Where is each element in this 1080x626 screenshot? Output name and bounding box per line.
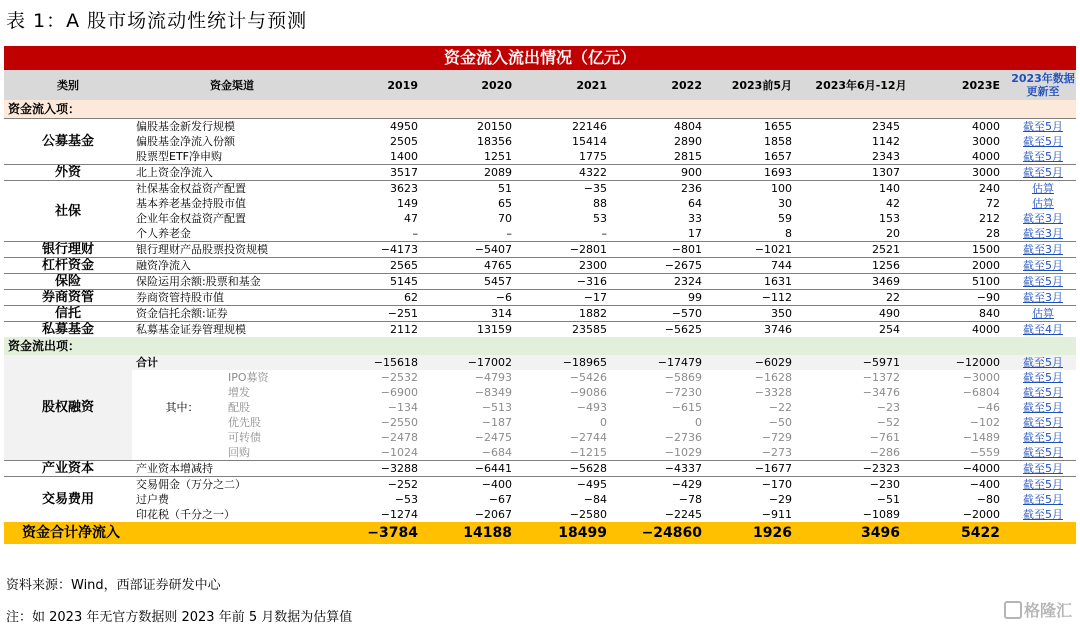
table-row bbox=[4, 119, 1076, 135]
row-value: 2815 bbox=[674, 150, 702, 163]
row-value: −23 bbox=[876, 401, 900, 414]
row-value: −5971 bbox=[802, 355, 920, 370]
row-value: −187 bbox=[481, 416, 512, 429]
row-value: 3746 bbox=[712, 322, 802, 338]
row-value: −5628 bbox=[522, 461, 617, 477]
table-band-title: 资金流入流出情况（亿元） bbox=[4, 46, 1076, 70]
total-row bbox=[4, 522, 1076, 544]
row-value: −252 bbox=[332, 477, 428, 493]
source-note: 资料来源：Wind，西部证券研发中心 bbox=[6, 578, 221, 593]
row-update-link[interactable]: 截至5月 bbox=[1010, 477, 1076, 493]
row-category: 产业资本 bbox=[4, 461, 132, 477]
row-category: 交易费用 bbox=[4, 477, 132, 523]
row-value: −570 bbox=[617, 306, 712, 322]
row-value: −1628 bbox=[754, 371, 792, 384]
row-value: 1655 bbox=[712, 119, 802, 135]
row-value: −2067 bbox=[474, 508, 512, 521]
row-value: 1307 bbox=[802, 165, 920, 181]
watermark-logo: 格隆汇 bbox=[1004, 598, 1072, 621]
row-value: – bbox=[601, 227, 607, 240]
row-channel: 券商资管持股市值 bbox=[132, 290, 332, 306]
table-row bbox=[4, 226, 1076, 242]
row-value: 1858 bbox=[764, 135, 792, 148]
header-row bbox=[4, 70, 1076, 100]
row-value: 72 bbox=[986, 197, 1000, 210]
row-value: 153 bbox=[879, 212, 900, 225]
row-value: −22 bbox=[768, 401, 792, 414]
row-value: −286 bbox=[869, 446, 900, 459]
row-value: −6804 bbox=[962, 386, 1000, 399]
row-value: −400 bbox=[428, 477, 522, 493]
row-value: 840 bbox=[920, 306, 1010, 322]
row-value: −911 bbox=[761, 508, 792, 521]
row-value: 3517 bbox=[332, 165, 428, 181]
row-category: 保险 bbox=[4, 274, 132, 290]
header-2023-jun-dec: 2023年6月-12月 bbox=[802, 70, 920, 100]
row-value: 23585 bbox=[522, 322, 617, 338]
total-value: 5422 bbox=[920, 522, 1010, 544]
row-value: −2478 bbox=[380, 431, 418, 444]
row-value: 1631 bbox=[712, 274, 802, 290]
row-update-link[interactable]: 截至5月 bbox=[1010, 274, 1076, 290]
row-channel: 交易佣金（万分之二） bbox=[132, 477, 332, 493]
row-update-link[interactable]: 截至5月 bbox=[1010, 461, 1076, 477]
row-value: −4000 bbox=[920, 461, 1010, 477]
row-value: −429 bbox=[617, 477, 712, 493]
row-update-link[interactable]: 截至5月 bbox=[1010, 355, 1076, 370]
row-value: −35 bbox=[522, 181, 617, 197]
row-update-link[interactable]: 截至5月 bbox=[1023, 446, 1063, 459]
row-channel: 融资净流入 bbox=[132, 258, 332, 274]
row-value: −6441 bbox=[428, 461, 522, 477]
row-update-link[interactable]: 截至5月 bbox=[1010, 119, 1076, 135]
row-value: 70 bbox=[498, 212, 512, 225]
row-value: 2300 bbox=[522, 258, 617, 274]
row-update-link[interactable]: 截至5月 bbox=[1023, 493, 1063, 506]
row-channel: 基本养老基金持股市值 bbox=[136, 197, 246, 210]
row-channel: 过户费 bbox=[136, 493, 169, 506]
table-row bbox=[4, 211, 1076, 226]
row-value: 2324 bbox=[617, 274, 712, 290]
row-value: 47 bbox=[404, 212, 418, 225]
row-value: −18965 bbox=[522, 355, 617, 370]
row-value: 1400 bbox=[390, 150, 418, 163]
table-row bbox=[4, 181, 1076, 197]
row-value: −1274 bbox=[380, 508, 418, 521]
row-update-link[interactable]: 截至3月 bbox=[1010, 290, 1076, 306]
row-channel: 企业年金权益资产配置 bbox=[136, 212, 246, 225]
row-value: 900 bbox=[617, 165, 712, 181]
header-channel: 资金渠道 bbox=[132, 70, 332, 100]
row-value: −1489 bbox=[962, 431, 1000, 444]
row-value: 3000 bbox=[920, 165, 1010, 181]
row-value: −78 bbox=[678, 493, 702, 506]
row-value: 149 bbox=[397, 197, 418, 210]
row-value: −6029 bbox=[712, 355, 802, 370]
header-category: 类别 bbox=[4, 70, 132, 100]
row-value: −80 bbox=[976, 493, 1000, 506]
row-value: −102 bbox=[969, 416, 1000, 429]
row-value: 744 bbox=[712, 258, 802, 274]
row-value: −3000 bbox=[962, 371, 1000, 384]
row-value: −493 bbox=[576, 401, 607, 414]
row-value: −2000 bbox=[962, 508, 1000, 521]
row-update-link[interactable]: 估算 bbox=[1010, 306, 1076, 322]
row-channel: IPO募资 bbox=[228, 371, 269, 384]
row-value: 3623 bbox=[332, 181, 428, 197]
row-value: 2089 bbox=[428, 165, 522, 181]
row-category: 券商资管 bbox=[4, 290, 132, 306]
row-value: −251 bbox=[332, 306, 428, 322]
table-row bbox=[4, 370, 1076, 385]
row-value: −51 bbox=[876, 493, 900, 506]
row-value: 22 bbox=[802, 290, 920, 306]
row-value: −7230 bbox=[664, 386, 702, 399]
table-row bbox=[4, 290, 1076, 306]
row-value: −170 bbox=[712, 477, 802, 493]
row-value: −3476 bbox=[862, 386, 900, 399]
row-channel-text: 配股 bbox=[228, 401, 250, 414]
row-value: 254 bbox=[802, 322, 920, 338]
row-value: −1677 bbox=[712, 461, 802, 477]
logo-icon bbox=[1004, 601, 1022, 619]
row-value: −2580 bbox=[569, 508, 607, 521]
row-value: 1142 bbox=[872, 135, 900, 148]
table-row bbox=[4, 355, 1076, 370]
row-update-link[interactable]: 截至5月 bbox=[1023, 508, 1063, 521]
table-row bbox=[4, 415, 1076, 430]
row-value: 1500 bbox=[920, 242, 1010, 258]
total-value: 3496 bbox=[802, 522, 920, 544]
row-value: 18356 bbox=[477, 135, 512, 148]
table-row bbox=[4, 400, 1076, 415]
row-value: −3288 bbox=[332, 461, 428, 477]
row-value: 212 bbox=[979, 212, 1000, 225]
row-value: −4793 bbox=[474, 371, 512, 384]
row-value: −400 bbox=[920, 477, 1010, 493]
row-value: −1021 bbox=[712, 242, 802, 258]
row-update-link[interactable]: 截至5月 bbox=[1023, 386, 1063, 399]
row-channel: 可转债 bbox=[228, 431, 261, 444]
row-value: 33 bbox=[688, 212, 702, 225]
row-channel: 资金信托余额:证券 bbox=[132, 306, 332, 322]
row-value: 99 bbox=[617, 290, 712, 306]
row-value: −6 bbox=[428, 290, 522, 306]
table-row bbox=[4, 477, 1076, 493]
row-value: 1256 bbox=[802, 258, 920, 274]
row-value: 2565 bbox=[332, 258, 428, 274]
total-value: −3784 bbox=[332, 522, 428, 544]
row-update-link[interactable]: 截至5月 bbox=[1023, 416, 1063, 429]
table-row bbox=[4, 149, 1076, 165]
table-row bbox=[4, 322, 1076, 338]
row-value: 64 bbox=[688, 197, 702, 210]
table-row bbox=[4, 430, 1076, 445]
row-value: 5457 bbox=[428, 274, 522, 290]
row-value: −684 bbox=[481, 446, 512, 459]
header-2023-first5: 2023前5月 bbox=[712, 70, 802, 100]
row-channel: 个人养老金 bbox=[136, 227, 191, 240]
row-value: 490 bbox=[802, 306, 920, 322]
row-value: 1657 bbox=[764, 150, 792, 163]
row-value: −5426 bbox=[569, 371, 607, 384]
row-value: 4000 bbox=[920, 119, 1010, 135]
row-value: −316 bbox=[522, 274, 617, 290]
row-update-link[interactable]: 估算 bbox=[1032, 197, 1054, 210]
table-row bbox=[4, 242, 1076, 258]
row-value: 3469 bbox=[802, 274, 920, 290]
row-value: −46 bbox=[976, 401, 1000, 414]
row-value: 20150 bbox=[428, 119, 522, 135]
row-value: 1882 bbox=[522, 306, 617, 322]
table-row bbox=[4, 196, 1076, 211]
row-value: 62 bbox=[332, 290, 428, 306]
header-2019: 2019 bbox=[332, 70, 428, 100]
row-value: −4173 bbox=[332, 242, 428, 258]
liquidity-table bbox=[4, 70, 1076, 544]
row-value: 350 bbox=[712, 306, 802, 322]
row-value: −15618 bbox=[332, 355, 428, 370]
row-category: 杠杆资金 bbox=[4, 258, 132, 274]
row-channel: 股票型ETF净申购 bbox=[136, 150, 222, 163]
table-row bbox=[4, 134, 1076, 149]
row-value: −9086 bbox=[569, 386, 607, 399]
row-channel: 北上资金净流入 bbox=[132, 165, 332, 181]
row-update-link[interactable]: 截至5月 bbox=[1023, 371, 1063, 384]
row-value: 30 bbox=[778, 197, 792, 210]
row-channel: 印花税（千分之一） bbox=[136, 508, 235, 521]
row-value: 28 bbox=[986, 227, 1000, 240]
row-value: −495 bbox=[522, 477, 617, 493]
row-value: 5145 bbox=[332, 274, 428, 290]
header-2021: 2021 bbox=[522, 70, 617, 100]
row-channel: 社保基金权益资产配置 bbox=[132, 181, 332, 197]
row-category: 股权融资 bbox=[4, 355, 132, 461]
row-update-link[interactable]: 截至3月 bbox=[1010, 242, 1076, 258]
row-channel: 回购 bbox=[228, 446, 250, 459]
total-value: 18499 bbox=[522, 522, 617, 544]
row-category: 银行理财 bbox=[4, 242, 132, 258]
row-value: −1215 bbox=[569, 446, 607, 459]
row-channel: 偏股基金新发行规模 bbox=[132, 119, 332, 135]
liquidity-table-container bbox=[4, 46, 1076, 544]
row-value: 2000 bbox=[920, 258, 1010, 274]
row-channel: 私募基金证券管理规模 bbox=[132, 322, 332, 338]
row-update-link[interactable]: 截至5月 bbox=[1010, 165, 1076, 181]
row-value: −2736 bbox=[664, 431, 702, 444]
row-value: 2521 bbox=[802, 242, 920, 258]
table-row bbox=[4, 258, 1076, 274]
row-value: 2505 bbox=[390, 135, 418, 148]
table-row bbox=[4, 507, 1076, 522]
row-category: 社保 bbox=[4, 181, 132, 242]
row-value: 17 bbox=[688, 227, 702, 240]
row-value: −17002 bbox=[428, 355, 522, 370]
row-value: −761 bbox=[869, 431, 900, 444]
header-2020: 2020 bbox=[428, 70, 522, 100]
row-value: 0 bbox=[695, 416, 702, 429]
row-value: 140 bbox=[802, 181, 920, 197]
row-update-link[interactable]: 截至5月 bbox=[1023, 431, 1063, 444]
row-value: 0 bbox=[600, 416, 607, 429]
row-value: – bbox=[506, 227, 512, 240]
row-channel: 增发 bbox=[228, 386, 250, 399]
row-value: 15414 bbox=[572, 135, 607, 148]
table-row bbox=[4, 274, 1076, 290]
row-value: −729 bbox=[761, 431, 792, 444]
row-category: 公募基金 bbox=[4, 119, 132, 165]
row-value: 4765 bbox=[428, 258, 522, 274]
table-row bbox=[4, 306, 1076, 322]
header-2022: 2022 bbox=[617, 70, 712, 100]
row-update-link[interactable]: 截至5月 bbox=[1023, 150, 1063, 163]
total-value: 1926 bbox=[712, 522, 802, 544]
row-value: −559 bbox=[969, 446, 1000, 459]
row-value: −53 bbox=[394, 493, 418, 506]
row-value: −2744 bbox=[569, 431, 607, 444]
row-value: 2343 bbox=[872, 150, 900, 163]
row-value: −2323 bbox=[802, 461, 920, 477]
header-update: 2023年数据更新至 bbox=[1011, 72, 1075, 98]
row-value: 4950 bbox=[332, 119, 428, 135]
row-update-link[interactable]: 截至3月 bbox=[1023, 212, 1063, 225]
row-value: 42 bbox=[886, 197, 900, 210]
row-value: 2345 bbox=[802, 119, 920, 135]
row-value: 59 bbox=[778, 212, 792, 225]
row-value: −8349 bbox=[474, 386, 512, 399]
row-value: −17479 bbox=[617, 355, 712, 370]
row-value: 100 bbox=[712, 181, 802, 197]
row-category: 私募基金 bbox=[4, 322, 132, 338]
row-value: 5100 bbox=[920, 274, 1010, 290]
header-2023e: 2023E bbox=[920, 70, 1010, 100]
row-value: −1372 bbox=[862, 371, 900, 384]
row-category: 信托 bbox=[4, 306, 132, 322]
row-value: −29 bbox=[768, 493, 792, 506]
row-value: −5407 bbox=[428, 242, 522, 258]
qizhong-label: 其中： bbox=[165, 401, 199, 414]
row-value: −3328 bbox=[754, 386, 792, 399]
row-category: 外资 bbox=[4, 165, 132, 181]
row-value: −5625 bbox=[617, 322, 712, 338]
row-update-link[interactable]: 截至4月 bbox=[1010, 322, 1076, 338]
row-channel: 优先股 bbox=[228, 416, 261, 429]
row-channel: 保险运用余额:股票和基金 bbox=[132, 274, 332, 290]
table-row bbox=[4, 445, 1076, 461]
section-inflow: 资金流入项： bbox=[4, 100, 1076, 119]
footnote: 注：如 2023 年无官方数据则 2023 年前 5 月数据为估算值 bbox=[6, 610, 353, 625]
row-value: – bbox=[412, 227, 418, 240]
row-update-link[interactable]: 估算 bbox=[1010, 181, 1076, 197]
row-value: −1024 bbox=[380, 446, 418, 459]
row-value: −1029 bbox=[664, 446, 702, 459]
row-value: −801 bbox=[617, 242, 712, 258]
table-row bbox=[4, 461, 1076, 477]
total-value: 14188 bbox=[428, 522, 522, 544]
row-value: −1089 bbox=[862, 508, 900, 521]
row-value: 2112 bbox=[332, 322, 428, 338]
row-value: 4322 bbox=[522, 165, 617, 181]
row-value: 1251 bbox=[484, 150, 512, 163]
row-value: −2801 bbox=[522, 242, 617, 258]
row-value: 1775 bbox=[579, 150, 607, 163]
total-label: 资金合计净流入 bbox=[4, 522, 332, 544]
total-value: −24860 bbox=[617, 522, 712, 544]
row-value: −6900 bbox=[380, 386, 418, 399]
total-empty bbox=[1010, 522, 1076, 544]
row-value: −90 bbox=[920, 290, 1010, 306]
row-update-link[interactable]: 截至5月 bbox=[1023, 135, 1063, 148]
row-value: −17 bbox=[522, 290, 617, 306]
row-channel: 合计 bbox=[132, 355, 332, 370]
row-update-link[interactable]: 截至5月 bbox=[1010, 258, 1076, 274]
row-channel: 银行理财产品股票投资规模 bbox=[132, 242, 332, 258]
row-value: 20 bbox=[886, 227, 900, 240]
row-value: 4804 bbox=[617, 119, 712, 135]
row-value: −4337 bbox=[617, 461, 712, 477]
row-value: −2550 bbox=[380, 416, 418, 429]
row-value: −134 bbox=[387, 401, 418, 414]
table-title: 表 1：A 股市场流动性统计与预测 bbox=[6, 10, 308, 32]
table-body bbox=[4, 100, 1076, 544]
row-value: −513 bbox=[481, 401, 512, 414]
row-update-link[interactable]: 截至5月 bbox=[1023, 401, 1063, 414]
row-value: −2532 bbox=[380, 371, 418, 384]
row-value: −230 bbox=[802, 477, 920, 493]
row-value: 22146 bbox=[522, 119, 617, 135]
row-value: −112 bbox=[712, 290, 802, 306]
row-value: 51 bbox=[428, 181, 522, 197]
row-value: 240 bbox=[920, 181, 1010, 197]
table-row bbox=[4, 492, 1076, 507]
table-row bbox=[4, 385, 1076, 400]
row-channel bbox=[132, 400, 332, 415]
row-value: −615 bbox=[671, 401, 702, 414]
row-value: −52 bbox=[876, 416, 900, 429]
row-value: 8 bbox=[785, 227, 792, 240]
row-channel: 产业资本增减持 bbox=[132, 461, 332, 477]
row-value: −2675 bbox=[617, 258, 712, 274]
table-row bbox=[4, 165, 1076, 181]
section-outflow: 资金流出项： bbox=[4, 337, 1076, 355]
row-value: 3000 bbox=[972, 135, 1000, 148]
row-value: 4000 bbox=[972, 150, 1000, 163]
row-update-link[interactable]: 截至3月 bbox=[1023, 227, 1063, 240]
row-value: −2475 bbox=[474, 431, 512, 444]
row-value: 314 bbox=[428, 306, 522, 322]
row-value: −2245 bbox=[664, 508, 702, 521]
row-value: 65 bbox=[498, 197, 512, 210]
row-value: 13159 bbox=[428, 322, 522, 338]
row-value: 1693 bbox=[712, 165, 802, 181]
row-value: −67 bbox=[488, 493, 512, 506]
row-value: −84 bbox=[583, 493, 607, 506]
row-value: −5869 bbox=[664, 371, 702, 384]
row-channel: 偏股基金净流入份额 bbox=[136, 135, 235, 148]
row-value: 4000 bbox=[920, 322, 1010, 338]
row-value: 88 bbox=[593, 197, 607, 210]
row-value: 236 bbox=[617, 181, 712, 197]
row-value: 53 bbox=[593, 212, 607, 225]
row-value: −50 bbox=[768, 416, 792, 429]
row-value: 2890 bbox=[674, 135, 702, 148]
row-value: −12000 bbox=[920, 355, 1010, 370]
row-value: −273 bbox=[761, 446, 792, 459]
